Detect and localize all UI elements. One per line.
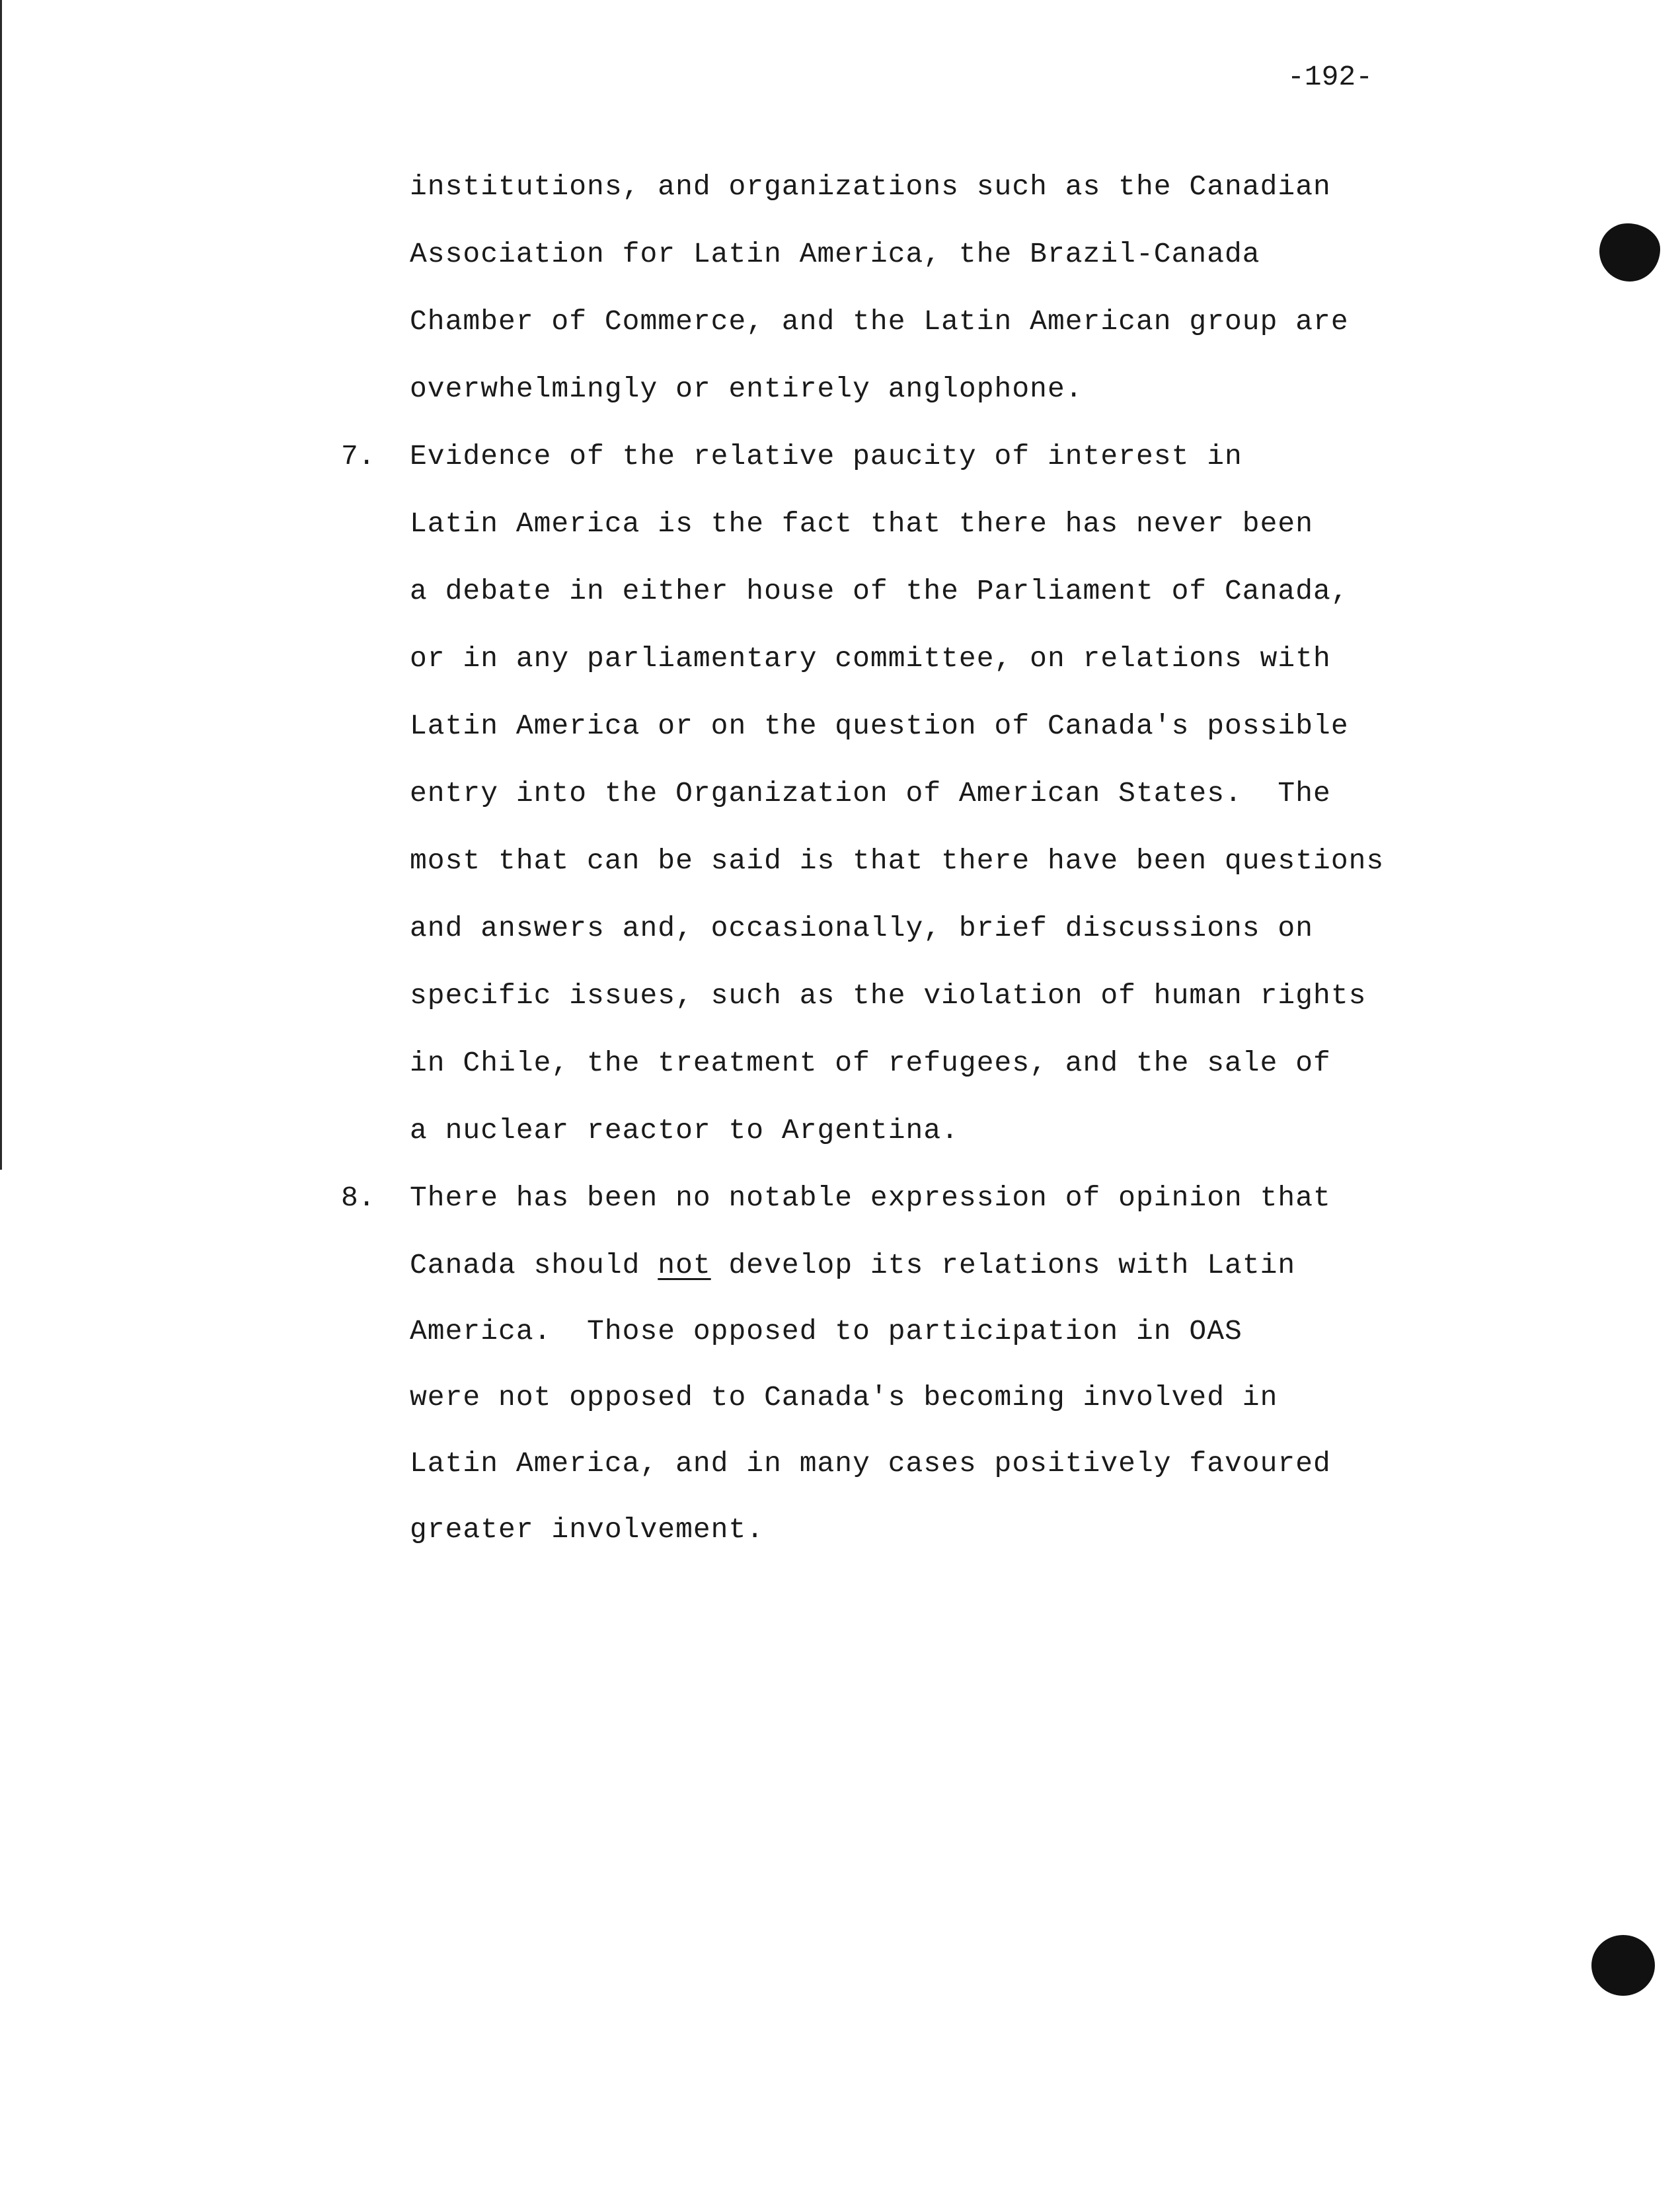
item-8-line-part: develop its relations with Latin bbox=[710, 1249, 1296, 1281]
item-7-number: 7. bbox=[341, 440, 375, 473]
item-7-line: Latin America or on the question of Canada's possible bbox=[410, 710, 1349, 742]
item-7-line: a debate in either house of the Parliament of Canada, bbox=[410, 575, 1349, 607]
punch-hole-bottom bbox=[1591, 1935, 1655, 1996]
item-7-line: and answers and, occasionally, brief discussions on bbox=[410, 912, 1314, 944]
item-7-line: Evidence of the relative paucity of interest in bbox=[410, 440, 1242, 473]
continuation-line: Association for Latin America, the Brazil-Canada bbox=[410, 238, 1260, 270]
continuation-line: institutions, and organizations such as the Canadian bbox=[410, 171, 1331, 203]
item-7-line: most that can be said is that there have been questions bbox=[410, 845, 1385, 877]
item-7-line: specific issues, such as the violation of human rights bbox=[410, 979, 1367, 1012]
item-7-line: in Chile, the treatment of refugees, and the sale of bbox=[410, 1047, 1331, 1079]
item-7-line: Latin America is the fact that there has never been bbox=[410, 508, 1314, 540]
page-number: -192- bbox=[1287, 61, 1373, 93]
item-8-line: greater involvement. bbox=[410, 1513, 765, 1546]
continuation-line: Chamber of Commerce, and the Latin American group are bbox=[410, 305, 1349, 338]
item-8-number: 8. bbox=[341, 1182, 375, 1214]
item-8-line: Latin America, and in many cases positively favoured bbox=[410, 1447, 1331, 1480]
item-8-line: America. Those opposed to participation in OAS bbox=[410, 1315, 1242, 1347]
item-8-line bbox=[410, 1249, 1295, 1281]
continuation-line: overwhelmingly or entirely anglophone. bbox=[410, 373, 1083, 405]
item-7-line: entry into the Organization of American States. The bbox=[410, 777, 1331, 810]
item-8-line: were not opposed to Canada's becoming involved in bbox=[410, 1381, 1278, 1414]
left-margin-rule bbox=[0, 0, 2, 1170]
item-8-line: There has been no notable expression of opinion that bbox=[410, 1182, 1331, 1214]
item-7-line: a nuclear reactor to Argentina. bbox=[410, 1114, 959, 1147]
emphasized-not: not bbox=[658, 1249, 711, 1281]
punch-hole-top bbox=[1599, 223, 1660, 282]
item-8-line-part: Canada should bbox=[410, 1249, 658, 1281]
item-7-line: or in any parliamentary committee, on relations with bbox=[410, 642, 1331, 675]
